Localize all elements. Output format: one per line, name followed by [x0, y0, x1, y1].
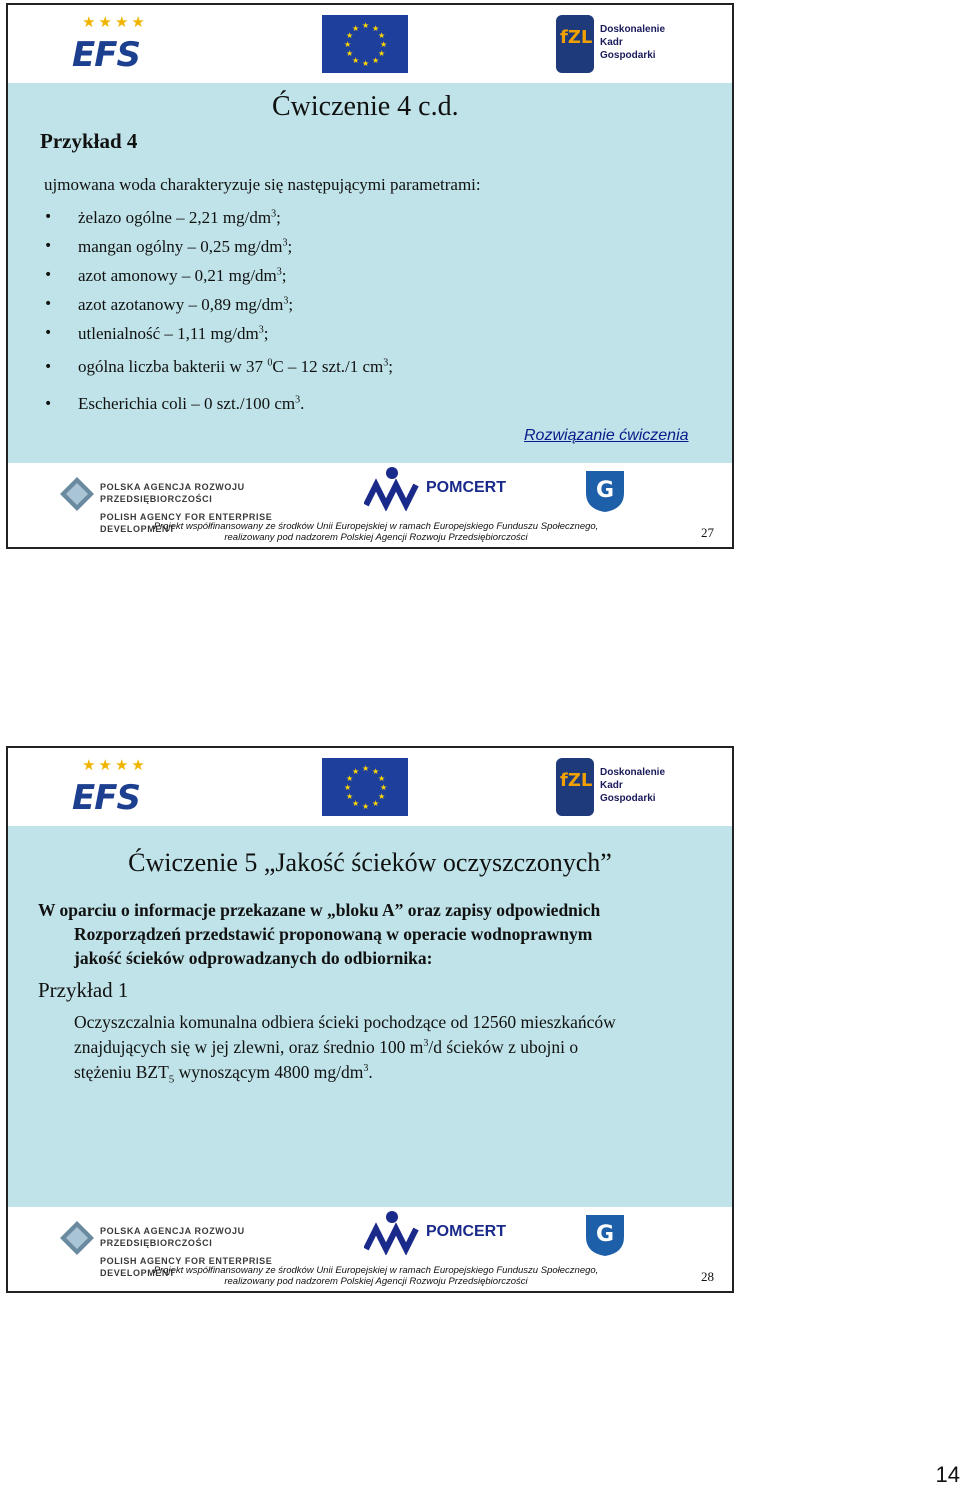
svg-text:★: ★ [362, 59, 370, 68]
svg-text:★: ★ [372, 24, 380, 33]
svg-text:★: ★ [378, 792, 386, 801]
slide-header [8, 5, 732, 83]
svg-text:★: ★ [346, 49, 354, 58]
svg-text:★: ★ [344, 783, 352, 792]
bullet-icon: • [44, 209, 53, 225]
dkg-mark-icon: fZL [556, 758, 594, 816]
svg-text:★: ★ [372, 56, 380, 65]
eu-flag-icon [322, 758, 408, 816]
list-item: • azot amonowy – 0,21 $mg/dm^3$; [38, 261, 393, 290]
efs-logo-text: EFS [72, 778, 140, 818]
svg-text:★: ★ [346, 774, 354, 783]
svg-text:★: ★ [372, 799, 380, 808]
parp-mark-icon [60, 477, 94, 511]
pomcert-logo: POMCERT [364, 465, 514, 513]
bullet-icon: • [44, 296, 53, 312]
solution-link[interactable]: Rozwiązanie ćwiczenia [524, 427, 689, 444]
pomcert-mark-icon [364, 1209, 420, 1255]
intro-text: ujmowana woda charakteryzuje się następującymi parametrami: [44, 175, 481, 194]
efs-logo [70, 13, 160, 77]
dkg-logo: fZL Doskonalenie Kadr Gospodarki [556, 15, 666, 75]
svg-text:★: ★ [372, 767, 380, 776]
crest-icon [582, 467, 628, 513]
svg-text:★: ★ [352, 767, 360, 776]
dkg-mark-icon: fZL [556, 15, 594, 73]
pomcert-mark-icon [364, 465, 420, 511]
example-text: Oczyszczalnia komunalna odbiera ścieki pochodzące od 12560 mieszkańców znajdujących się w jej zlewni, oraz średnio 100 $m^3/d$ ścieków z ubojni o stężeniu $BZT_5$ wynoszącym 4800 $mg/dm^3$. [74, 1012, 616, 1086]
crest-icon [582, 1211, 628, 1257]
svg-text:★: ★ [362, 21, 370, 30]
slide-28 [6, 746, 734, 1293]
svg-text:★: ★ [344, 40, 352, 49]
bullet-icon: • [44, 359, 53, 375]
svg-text:★: ★ [346, 31, 354, 40]
pomcert-logo: POMCERT [364, 1209, 514, 1257]
bullet-icon: • [44, 325, 53, 341]
example-label: Przykład 4 [40, 129, 138, 153]
document-page-number: 14 [935, 1462, 960, 1487]
slide-title: Ćwiczenie 5 „Jakość ścieków oczyszczonych” [128, 848, 612, 877]
svg-text:★: ★ [352, 24, 360, 33]
slide-footer [8, 463, 732, 547]
parameter-list [38, 203, 393, 422]
list-item: • utlenialność – 1,11 $mg/dm^3$; [38, 319, 393, 348]
svg-text:★: ★ [378, 31, 386, 40]
svg-text:G: G [595, 1222, 615, 1247]
list-item: • Escherichia coli – 0 szt./100 $cm^3$. [38, 386, 393, 422]
footer-text: Projekt współfinansowany ze środków Unii Europejskiej w ramach Europejskiego Funduszu Społecznego, realizowany pod nadzorem Polskiej Agencji Rozwoju Przedsiębiorczości [153, 1265, 599, 1287]
bullet-icon: • [44, 238, 53, 254]
stars-icon: ★★★★ [82, 13, 148, 31]
task-description: W oparciu o informacje przekazane w „bloku A” oraz zapisy odpowiednich Rozporządzeń przedstawić proponowaną w operacie wodnoprawnym jakość ścieków odprowadzanych do odbiornika: [38, 900, 601, 968]
svg-text:★: ★ [352, 56, 360, 65]
slide-header [8, 748, 732, 826]
example-label: Przykład 1 [38, 978, 129, 1002]
svg-text:★: ★ [380, 783, 388, 792]
slide-title: Ćwiczenie 4 c.d. [272, 91, 459, 122]
svg-text:★: ★ [352, 799, 360, 808]
stars-icon: ★★★★ [82, 756, 148, 774]
svg-text:★: ★ [378, 774, 386, 783]
bullet-icon: • [44, 267, 53, 283]
svg-text:★: ★ [362, 802, 370, 811]
footer-text: Projekt współfinansowany ze środków Unii Europejskiej w ramach Europejskiego Funduszu Społecznego, realizowany pod nadzorem Polskiej Agencji Rozwoju Przedsiębiorczości [153, 521, 599, 543]
parp-logo: POLSKA AGENCJA ROZWOJU PRZEDSIĘBIORCZOŚCI POLISH AGENCY FOR ENTERPRISE DEVELOPMENT [60, 477, 335, 511]
slide-page-number: 28 [701, 1269, 714, 1284]
list-item: • żelazo ogólne – 2,21 $mg/dm^3$; [38, 203, 393, 232]
svg-text:★: ★ [362, 764, 370, 773]
list-item: • ogólna liczba bakterii w 37 $^0$C – 12 szt./1 $cm^3$; [38, 348, 393, 386]
svg-text:G: G [595, 478, 615, 503]
svg-text:★: ★ [378, 49, 386, 58]
slide-footer [8, 1207, 732, 1291]
eu-flag-icon [322, 15, 408, 73]
svg-text:★: ★ [380, 40, 388, 49]
efs-logo-text: EFS [72, 35, 140, 75]
bullet-icon: • [44, 396, 53, 412]
parp-logo: POLSKA AGENCJA ROZWOJU PRZEDSIĘBIORCZOŚCI POLISH AGENCY FOR ENTERPRISE DEVELOPMENT [60, 1221, 335, 1255]
list-item: • mangan ogólny – 0,25 $mg/dm^3$; [38, 232, 393, 261]
slide-27 [6, 3, 734, 549]
efs-logo [70, 756, 160, 820]
slide-page-number: 27 [701, 525, 714, 540]
dkg-logo: fZL Doskonalenie Kadr Gospodarki [556, 758, 666, 818]
svg-text:★: ★ [346, 792, 354, 801]
list-item: • azot azotanowy – 0,89 $mg/dm^3$; [38, 290, 393, 319]
parp-mark-icon [60, 1221, 94, 1255]
